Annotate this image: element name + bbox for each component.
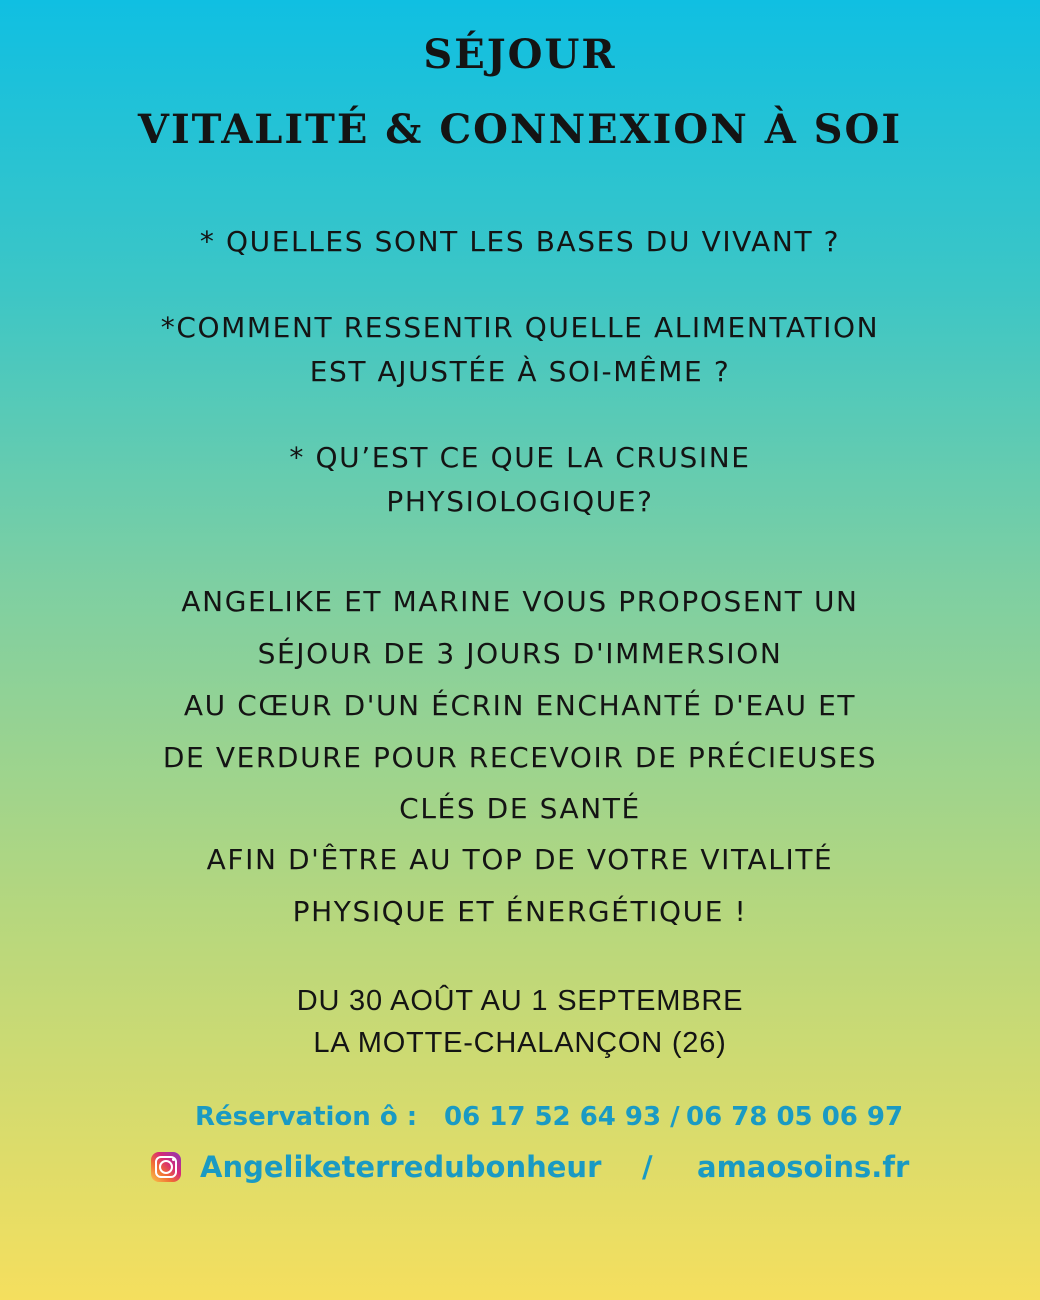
instagram-handle-link[interactable]: Angeliketerredubonheur: [200, 1150, 602, 1184]
question-3-line-1: * QU’EST CE QUE LA CRUSINE: [289, 441, 751, 474]
contact-separator: /: [642, 1150, 653, 1184]
description-line: PHYSIQUE ET ÉNERGÉTIQUE !: [292, 895, 748, 928]
phone-number-1[interactable]: 06 17 52 64 93 /: [444, 1102, 680, 1132]
question-2-line-1: *COMMENT RESSENTIR QUELLE ALIMENTATION: [160, 311, 880, 344]
reservation-label: Réservation ô :: [195, 1102, 418, 1132]
phone-number-2[interactable]: 06 78 05 06 97: [686, 1102, 904, 1132]
question-1: * QUELLES SONT LES BASES DU VIVANT ?: [199, 225, 841, 258]
poster-title-line-2: VITALITÉ & CONNEXION À SOI: [137, 106, 903, 153]
poster-title-line-1: SÉJOUR: [423, 31, 617, 78]
question-2-line-2: EST AJUSTÉE À SOI-MÊME ?: [309, 355, 731, 388]
description-line: SÉJOUR DE 3 JOURS D'IMMERSION: [257, 637, 783, 670]
event-location: LA MOTTE-CHALANÇON (26): [313, 1027, 727, 1059]
question-3-line-2: PHYSIOLOGIQUE?: [386, 485, 654, 518]
event-dates: DU 30 AOÛT AU 1 SEPTEMBRE: [296, 985, 744, 1017]
description-line: CLÉS DE SANTÉ: [399, 792, 641, 825]
instagram-icon: [151, 1152, 181, 1182]
instagram-icon-dot: [172, 1158, 175, 1161]
instagram-icon-lens: [159, 1160, 173, 1174]
description-line: AU CŒUR D'UN ÉCRIN ENCHANTÉ D'EAU ET: [183, 689, 857, 722]
description-line: ANGELIKE ET MARINE VOUS PROPOSENT UN: [181, 585, 859, 618]
description-line: AFIN D'ÊTRE AU TOP DE VOTRE VITALITÉ: [206, 843, 834, 876]
description-line: DE VERDURE POUR RECEVOIR DE PRÉCIEUSES: [162, 741, 878, 774]
website-link[interactable]: amaosoins.fr: [697, 1150, 910, 1184]
